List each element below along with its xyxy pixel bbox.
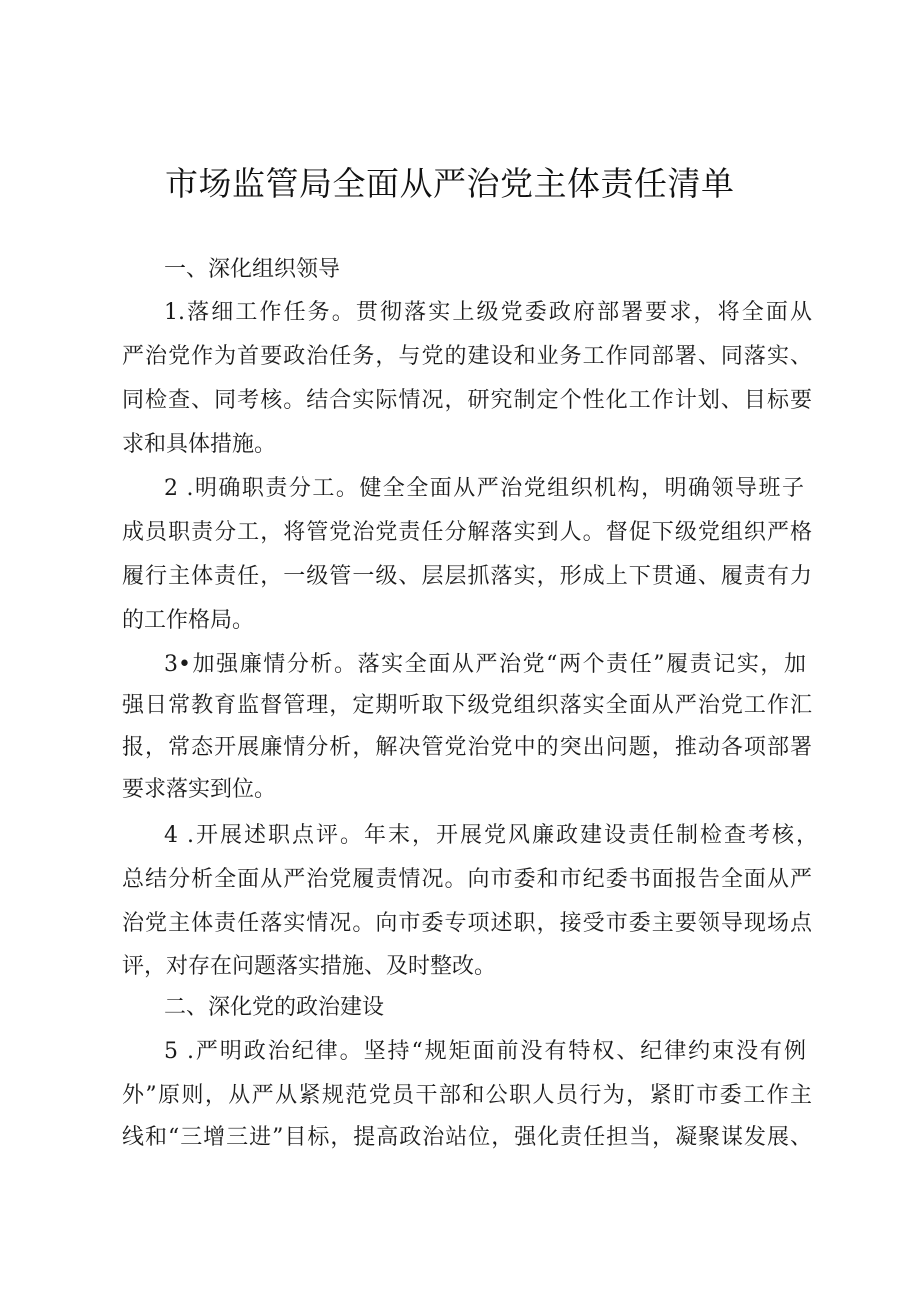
paragraph-line: 强日常教育监督管理，定期听取下级党组织落实全面从严治党工作汇 (122, 693, 812, 718)
paragraph-line: 1.落细工作任务。贯彻落实上级党委政府部署要求，将全面从 (164, 300, 812, 325)
paragraph-line: 总结分析全面从严治党履责情况。向市委和市纪委书面报告全面从严 (122, 867, 812, 892)
paragraph-line: 外”原则，从严从紧规范党员干部和公职人员行为，紧盯市委工作主 (122, 1083, 812, 1108)
paragraph-line: 3•加强廉情分析。落实全面从严治党“两个责任”履责记实，加 (164, 652, 806, 677)
document-title: 市场监管局全面从严治党主体责任清单 (165, 164, 735, 203)
paragraph-line: 评，对存在问题落实措施、及时整改。 (122, 954, 497, 979)
paragraph-line: 5 .严明政治纪律。坚持“规矩面前没有特权、纪律约束没有例 (164, 1039, 806, 1064)
paragraph-line: 同检查、同考核。结合实际情况，研究制定个性化工作计划、目标要 (122, 388, 812, 413)
paragraph-line: 求和具体措施。 (122, 432, 277, 457)
section-heading: 二、深化党的政治建设 (164, 995, 385, 1020)
paragraph-line: 严治党作为首要政治任务，与党的建设和业务工作同部署、同落实、 (122, 344, 812, 369)
paragraph-line: 治党主体责任落实情况。向市委专项述职，接受市委主要领导现场点 (122, 911, 812, 936)
paragraph-line: 成员职责分工，将管党治党责任分解落实到人。督促下级党组织严格 (122, 520, 812, 545)
paragraph-line: 要求落实到位。 (122, 777, 277, 802)
paragraph-line: 线和“三增三进”目标，提高政治站位，强化责任担当，凝聚谋发展、 (122, 1125, 812, 1150)
paragraph-line: 4 .开展述职点评。年末，开展党风廉政建设责任制检查考核， (164, 823, 818, 848)
paragraph-line: 2 .明确职责分工。健全全面从严治党组织机构，明确领导班子 (164, 476, 804, 501)
paragraph-line: 履行主体责任，一级管一级、层层抓落实，形成上下贯通、履责有力 (122, 564, 812, 589)
section-heading: 一、深化组织领导 (164, 257, 341, 282)
paragraph-line: 的工作格局。 (122, 608, 255, 633)
paragraph-line: 报，常态开展廉情分析，解决管党治党中的突出问题，推动各项部署 (122, 735, 812, 760)
